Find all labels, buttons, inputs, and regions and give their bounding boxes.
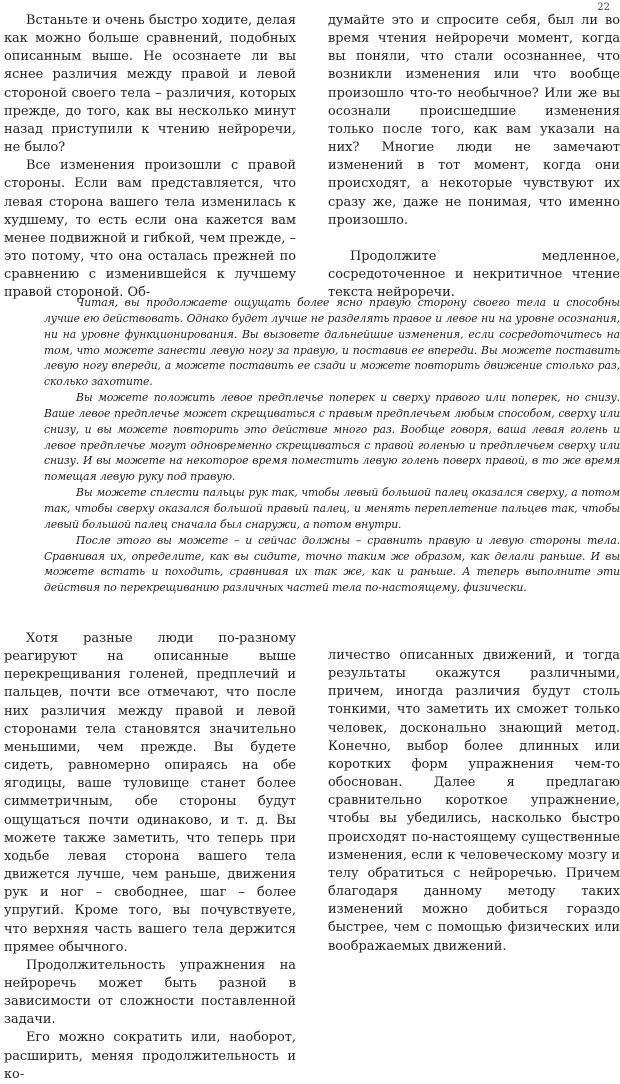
paragraph: Продолжите медленное, сосредоточенное и некритичное чтение текста нейроречи. <box>328 248 620 301</box>
italic-exercise-block <box>44 295 620 596</box>
paragraph: Вы можете сплести пальцы рук так, чтобы левый большой палец оказался сверху, а потом так, чтобы сверху оказался большой правый палец, и менять переплетение пальцев так, чтобы левый большой палец сначала был снаружи, а потом внутри. <box>44 486 620 531</box>
bottom-right-column <box>328 647 620 956</box>
top-left-column <box>4 12 296 303</box>
paragraph: Продолжительность упражнения на нейроречь может быть разной в зависимости от сложности поставленной задачи. <box>4 957 296 1028</box>
paragraph: Его можно сократить или, наоборот, расширить, меняя продолжительность и ко- <box>4 1030 296 1082</box>
paragraph: Все изменения произошли с правой стороны. Если вам представляется, что левая сторона вашего тела изменилась к худшему, то есть если она кажется вам менее подвижной и гибкой, чем прежде, – это потому, что она осталась прежней по сравнению с изменившейся к лучшему правой стороной. Об- <box>4 158 296 301</box>
paragraph: Хотя разные люди по-разному реагируют на описанные выше перекрещивания голеней, предплечий и пальцев, почти все отмечают, что после них различия между правой и левой сторонами тела становятся значительно меньшими, чем прежде. Вы будете сидеть, равномерно опираясь на обе ягодицы, ваше туловище станет более симметричным, обе стороны будут ощущаться почти одинаково, и т. д. Вы можете также заметить, что теперь при ходьбе левая сторона вашего тела движется лучше, чем раньше, движения рук и ног – свободнее, шаг – более упругий. Кроме того, вы почувствуете, что верхняя часть вашего тела держится прямее обычного. <box>4 631 296 955</box>
bottom-left-column <box>4 630 296 1084</box>
paragraph: Читая, вы продолжаете ощущать более ясно правую сторону своего тела и способны лучше ею действовать. Однако будет лучше не разделять правое и левое ни на уровне осознания, ни на уровне функционирования. Вы вызовете дальнейшие изменения, если сосредоточитесь на том, что можете занести левую ногу за правую, и поставив ее впереди. Вы можете поставить левую ногу впереди, а можете поставить ее сзади и можете повторить движение столько раз, сколько захотите. <box>44 296 620 389</box>
paragraph: Встаньте и очень быстро ходите, делая как можно больше сравнений, подобных описанным выше. Не осознаете ли вы яснее различия между правой и левой стороной своего тела – различия, которых прежде, до того, как вы несколько минут назад приступили к чтению нейроречи, не было? <box>4 13 296 156</box>
paragraph: думайте это и спросите себя, был ли во время чтения нейроречи момент, когда вы поняли, что стали осознаннее, что возникли изменения или что вообще произошло что-то необычное? Или же вы осознали происшедшие изменения только после того, как вам указали на них? Многие люди не замечают изменений в тот момент, когда они происходят, а некоторые чувствуют их сразу же, даже не понимая, что именно произошло. <box>328 13 620 228</box>
top-right-column <box>328 12 620 302</box>
paragraph: Вы можете положить левое предплечье поперек и сверху правого или поперек, но снизу. Ваше левое предплечье может скрещиваться с правым предплечьем любым способом, сверху или снизу, и вы можете повторить это действие много раз. Вообще говоря, ваша левая голень и левое предплечье могут одновременно скрещиваться с правой голенью и предплечьем сверху или снизу. И вы можете на некоторое время поместить левую голень поверх правой, в то же время помещая левую руку под правую. <box>44 391 620 484</box>
paragraph: После этого вы можете – и сейчас должны – сравнить правую и левую стороны тела. Сравнивая их, определите, как вы сидите, точно таким же образом, как делали раньше. И вы можете встать и походить, сравнивая их так же, как и раньше. А теперь выполните эти действия по перекрещиванию различных частей тела по-настоящему, физически. <box>44 533 620 595</box>
page-number: 22 <box>597 2 610 13</box>
paragraph: личество описанных движений, и тогда результаты окажутся различными, причем, иногда различия будут столь тонкими, что заметить их сможет только человек, досконально знающий метод. Конечно, выбор более длинных или коротких форм упражнения чем-то обоснован. Далее я предлагаю сравнительно короткое упражнение, чтобы вы убедились, насколько быстро происходят по-настоящему существенные изменения, если к человеческому мозгу и телу обратиться с нейроречью. Причем благодаря данному методу таких изменений можно добиться гораздо быстрее, чем с помощью физических или воображаемых движений. <box>328 648 620 954</box>
